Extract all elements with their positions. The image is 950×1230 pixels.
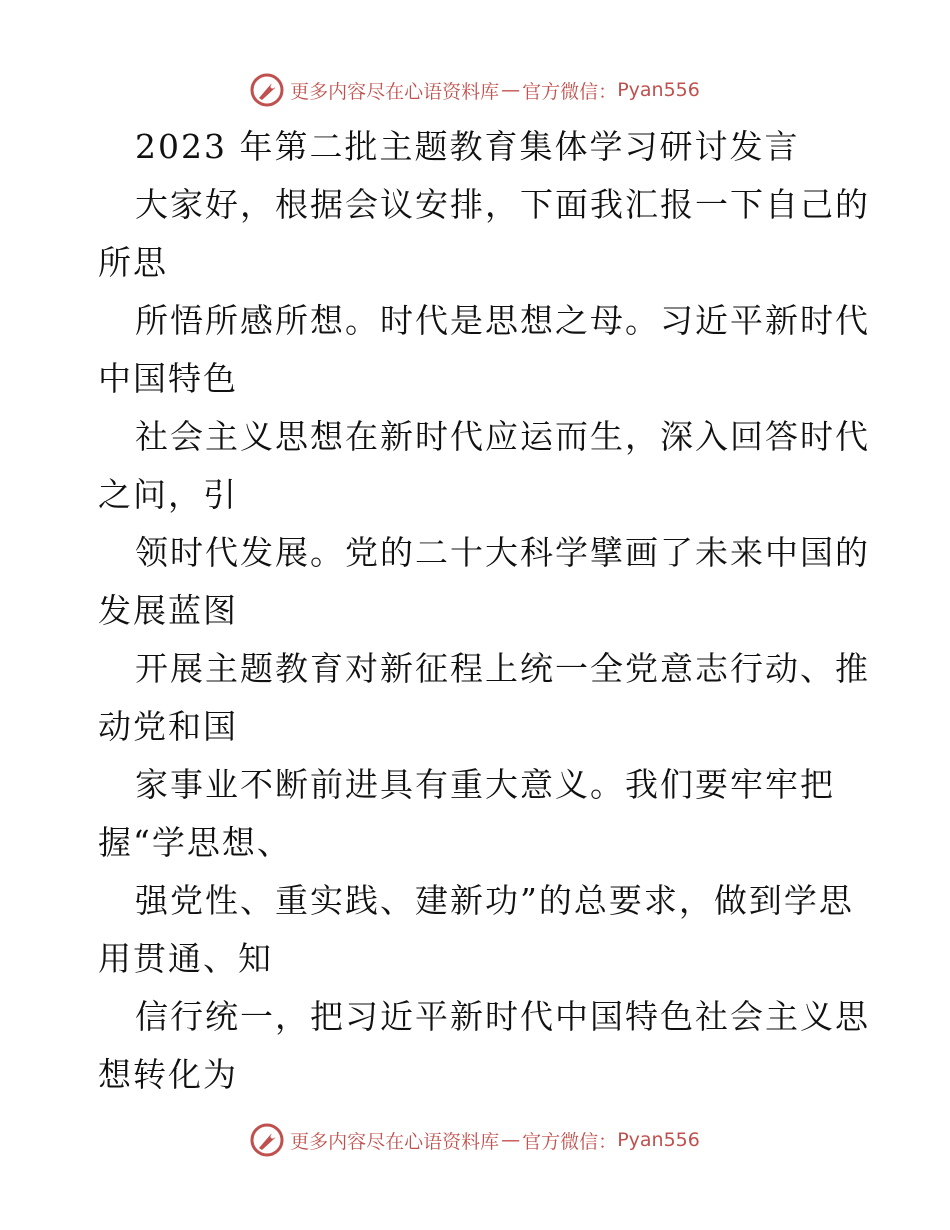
watermark-separator: — <box>501 79 521 101</box>
header-watermark <box>0 70 950 110</box>
document-title: 2023 年第二批主题教育集体学习研讨发言 <box>135 127 800 166</box>
paragraph-line: 动党和国 <box>98 707 238 746</box>
watermark-separator: — <box>501 1129 521 1151</box>
watermark-wechat-id: Pyan556 <box>617 79 700 101</box>
watermark-wechat-id: Pyan556 <box>617 1129 700 1151</box>
paragraph-line: 之问，引 <box>98 475 238 514</box>
paragraph-line: 所悟所感所想。时代是思想之母。习近平新时代 <box>135 301 870 340</box>
paragraph-line: 信行统一，把习近平新时代中国特色社会主义思 <box>135 997 870 1036</box>
paragraph-line: 领时代发展。党的二十大科学擘画了未来中国的 <box>135 533 870 572</box>
paragraph-line: 所思 <box>98 243 168 282</box>
paragraph-line: 社会主义思想在新时代应运而生，深入回答时代 <box>135 417 870 456</box>
watermark-wechat-label: 官方微信： <box>522 1130 618 1153</box>
paragraph-line: 中国特色 <box>98 359 238 398</box>
paragraph-line: 强党性、重实践、建新功”的总要求，做到学思 <box>135 881 854 920</box>
paragraph-line: 握“学思想、 <box>98 823 292 862</box>
paragraph-line: 用贯通、知 <box>98 939 273 978</box>
paragraph-line: 想转化为 <box>98 1055 238 1094</box>
footer-watermark <box>0 1120 950 1160</box>
pen-nib-logo-icon <box>250 73 284 107</box>
watermark-wechat-label: 官方微信： <box>522 80 618 103</box>
paragraph-line: 大家好，根据会议安排，下面我汇报一下自己的 <box>135 185 870 224</box>
watermark-site-text: 更多内容尽在心语资料库 <box>290 1130 500 1153</box>
paragraph-line: 发展蓝图 <box>98 591 238 630</box>
paragraph-line: 家事业不断前进具有重大意义。我们要牢牢把 <box>135 765 835 804</box>
watermark-site-text: 更多内容尽在心语资料库 <box>290 80 500 103</box>
paragraph-line: 开展主题教育对新征程上统一全党意志行动、推 <box>135 649 870 688</box>
pen-nib-logo-icon <box>250 1123 284 1157</box>
document-body <box>98 118 870 1104</box>
